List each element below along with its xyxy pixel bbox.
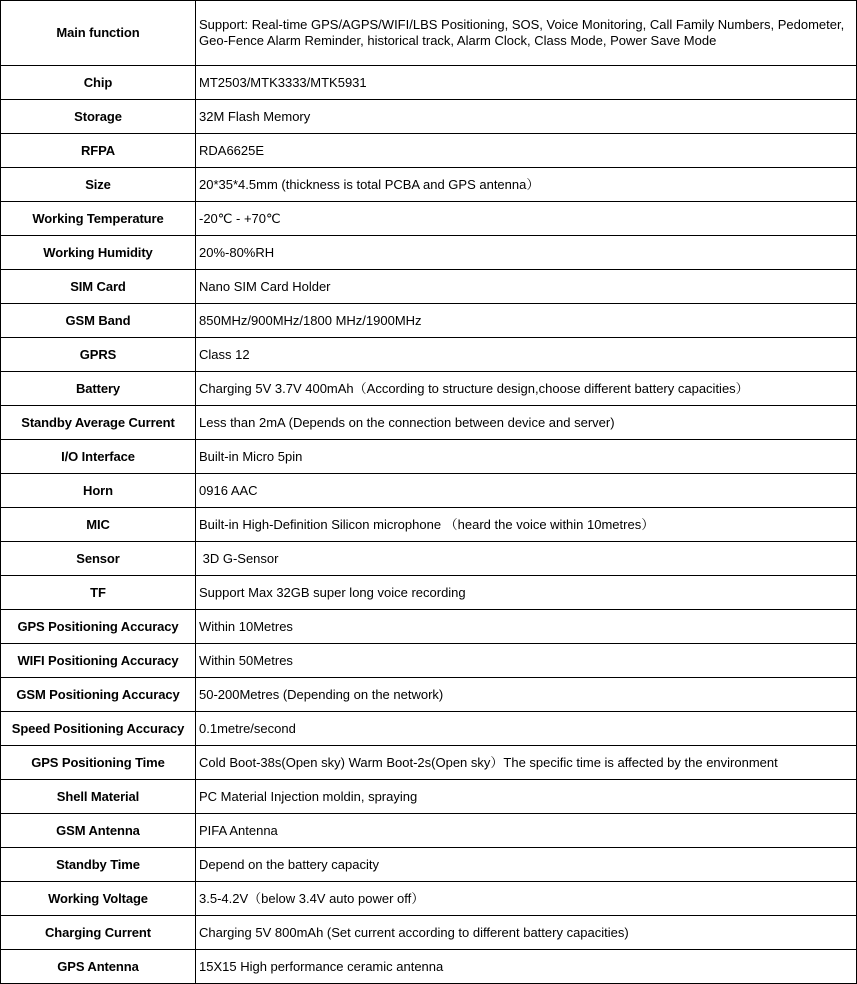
spec-row-shell-material: [1, 780, 857, 814]
spec-value: PIFA Antenna: [196, 814, 857, 848]
spec-value: Support: Real-time GPS/AGPS/WIFI/LBS Positioning, SOS, Voice Monitoring, Call Family Numbers, Pedometer, Geo-Fence Alarm Reminder, historical track, Alarm Clock, Class Mode, Power Save Mode: [196, 1, 857, 66]
spec-label: Size: [1, 168, 196, 202]
spec-value: 32M Flash Memory: [196, 100, 857, 134]
spec-value: 3.5-4.2V（below 3.4V auto power off）: [196, 882, 857, 916]
spec-value: MT2503/MTK3333/MTK5931: [196, 66, 857, 100]
spec-row-io-interface: [1, 440, 857, 474]
spec-label: Horn: [1, 474, 196, 508]
spec-value: Charging 5V 3.7V 400mAh（According to structure design,choose different battery capacities）: [196, 372, 857, 406]
spec-row-working-temperature: [1, 202, 857, 236]
spec-value: -20℃ - +70℃: [196, 202, 857, 236]
spec-value: PC Material Injection moldin, spraying: [196, 780, 857, 814]
spec-value: Class 12: [196, 338, 857, 372]
spec-row-sensor: [1, 542, 857, 576]
spec-value: 850MHz/900MHz/1800 MHz/1900MHz: [196, 304, 857, 338]
spec-row-rfpa: [1, 134, 857, 168]
spec-row-gps-positioning-time: [1, 746, 857, 780]
spec-label: Working Voltage: [1, 882, 196, 916]
spec-label: Sensor: [1, 542, 196, 576]
spec-label: Chip: [1, 66, 196, 100]
spec-row-gps-antenna: [1, 950, 857, 984]
spec-value: 50-200Metres (Depending on the network): [196, 678, 857, 712]
spec-row-working-humidity: [1, 236, 857, 270]
spec-label: MIC: [1, 508, 196, 542]
spec-table-body: [1, 1, 857, 984]
spec-row-horn: [1, 474, 857, 508]
spec-label: Shell Material: [1, 780, 196, 814]
spec-label: Battery: [1, 372, 196, 406]
spec-label: Speed Positioning Accuracy: [1, 712, 196, 746]
spec-label: Main function: [1, 1, 196, 66]
spec-label: Charging Current: [1, 916, 196, 950]
spec-row-gsm-antenna: [1, 814, 857, 848]
spec-row-gsm-band: [1, 304, 857, 338]
spec-label: RFPA: [1, 134, 196, 168]
spec-value: Nano SIM Card Holder: [196, 270, 857, 304]
spec-value: Charging 5V 800mAh (Set current according to different battery capacities): [196, 916, 857, 950]
spec-label: Standby Time: [1, 848, 196, 882]
spec-row-working-voltage: [1, 882, 857, 916]
spec-row-standby-average-current: [1, 406, 857, 440]
spec-label: SIM Card: [1, 270, 196, 304]
spec-label: Standby Average Current: [1, 406, 196, 440]
spec-value: 0916 AAC: [196, 474, 857, 508]
spec-value: 0.1metre/second: [196, 712, 857, 746]
spec-row-gps-positioning-accuracy: [1, 610, 857, 644]
spec-label: GSM Positioning Accuracy: [1, 678, 196, 712]
spec-value: 3D G-Sensor: [196, 542, 857, 576]
spec-value: 20*35*4.5mm (thickness is total PCBA and GPS antenna）: [196, 168, 857, 202]
spec-value: Less than 2mA (Depends on the connection between device and server): [196, 406, 857, 440]
spec-value: Within 10Metres: [196, 610, 857, 644]
spec-row-speed-positioning-accuracy: [1, 712, 857, 746]
spec-value: Cold Boot-38s(Open sky) Warm Boot-2s(Open sky）The specific time is affected by the environment: [196, 746, 857, 780]
spec-label: GSM Band: [1, 304, 196, 338]
spec-row-chip: [1, 66, 857, 100]
spec-row-gsm-positioning-accuracy: [1, 678, 857, 712]
spec-label: GPS Positioning Time: [1, 746, 196, 780]
spec-row-main-function: [1, 1, 857, 66]
spec-row-size: [1, 168, 857, 202]
spec-row-storage: [1, 100, 857, 134]
spec-row-wifi-positioning-accuracy: [1, 644, 857, 678]
spec-label: Working Humidity: [1, 236, 196, 270]
spec-label: GPS Positioning Accuracy: [1, 610, 196, 644]
spec-value: RDA6625E: [196, 134, 857, 168]
spec-value: 20%-80%RH: [196, 236, 857, 270]
spec-value: Built-in High-Definition Silicon microphone （heard the voice within 10metres）: [196, 508, 857, 542]
spec-value: 15X15 High performance ceramic antenna: [196, 950, 857, 984]
spec-label: GPRS: [1, 338, 196, 372]
spec-row-standby-time: [1, 848, 857, 882]
spec-label: I/O Interface: [1, 440, 196, 474]
spec-row-charging-current: [1, 916, 857, 950]
spec-value: Depend on the battery capacity: [196, 848, 857, 882]
spec-row-gprs: [1, 338, 857, 372]
spec-row-battery: [1, 372, 857, 406]
spec-value: Built-in Micro 5pin: [196, 440, 857, 474]
spec-label: TF: [1, 576, 196, 610]
spec-label: WIFI Positioning Accuracy: [1, 644, 196, 678]
spec-label: Storage: [1, 100, 196, 134]
spec-row-mic: [1, 508, 857, 542]
spec-value: Support Max 32GB super long voice recording: [196, 576, 857, 610]
spec-label: GPS Antenna: [1, 950, 196, 984]
spec-value: Within 50Metres: [196, 644, 857, 678]
spec-label: GSM Antenna: [1, 814, 196, 848]
spec-row-tf: [1, 576, 857, 610]
spec-label: Working Temperature: [1, 202, 196, 236]
spec-row-sim-card: [1, 270, 857, 304]
